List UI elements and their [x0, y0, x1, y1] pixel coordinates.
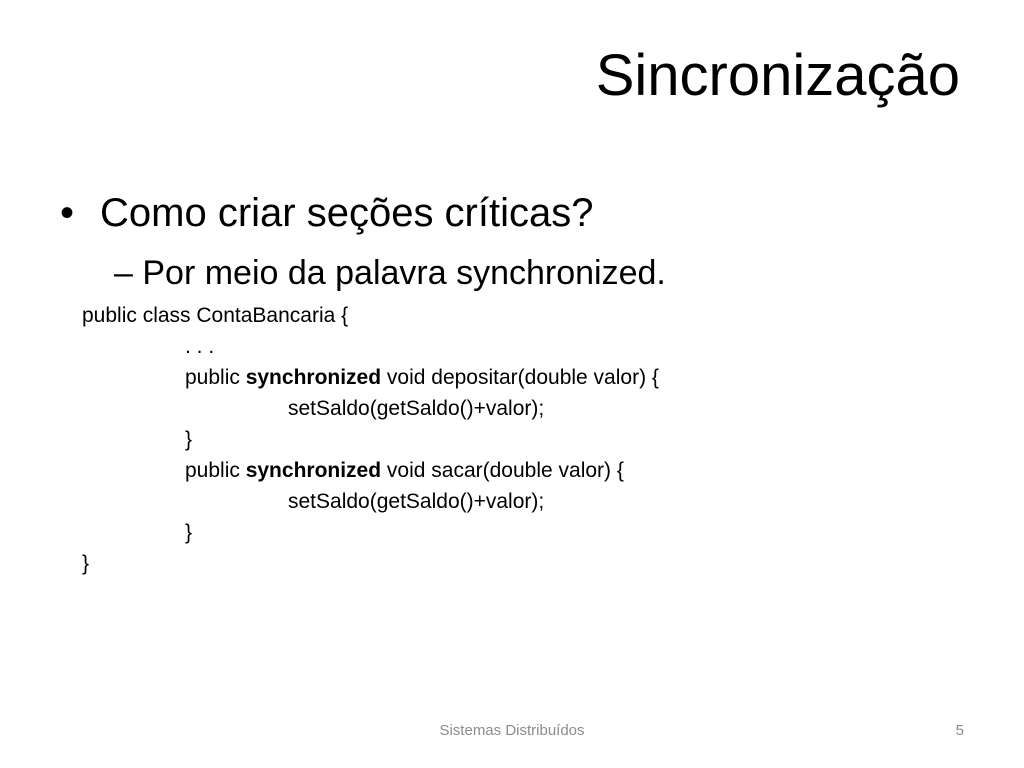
- subbullet-item: [114, 251, 666, 295]
- subbullet-marker: –: [114, 254, 133, 292]
- code-token: void depositar(double valor) {: [381, 366, 659, 389]
- code-line-sacar-body: setSaldo(getSaldo()+valor);: [288, 490, 545, 513]
- code-line-sacar-decl: [185, 455, 624, 486]
- code-keyword: synchronized: [245, 366, 382, 389]
- bullet-text: Como criar seções críticas?: [100, 191, 594, 235]
- code-token: public: [185, 459, 246, 482]
- footer-course-name: Sistemas Distribuídos: [439, 722, 585, 739]
- code-line-ellipsis: . . .: [185, 335, 215, 358]
- code-keyword: synchronized: [245, 459, 382, 482]
- bullet-item: [60, 188, 593, 238]
- code-line-depositar-body: setSaldo(getSaldo()+valor);: [288, 397, 545, 420]
- code-line-close-brace: }: [185, 521, 193, 544]
- code-line-class-decl: public class ContaBancaria {: [82, 304, 349, 327]
- code-token: public: [185, 366, 246, 389]
- code-line-close-brace: }: [185, 428, 193, 451]
- bullet-marker: •: [60, 191, 75, 235]
- code-line-depositar-decl: [185, 362, 659, 393]
- footer-page-number: 5: [955, 722, 964, 739]
- subbullet-text: Por meio da palavra synchronized.: [142, 254, 666, 292]
- code-line-class-close: }: [82, 552, 90, 575]
- slide-title: Sincronização: [595, 43, 960, 108]
- code-token: void sacar(double valor) {: [381, 459, 624, 482]
